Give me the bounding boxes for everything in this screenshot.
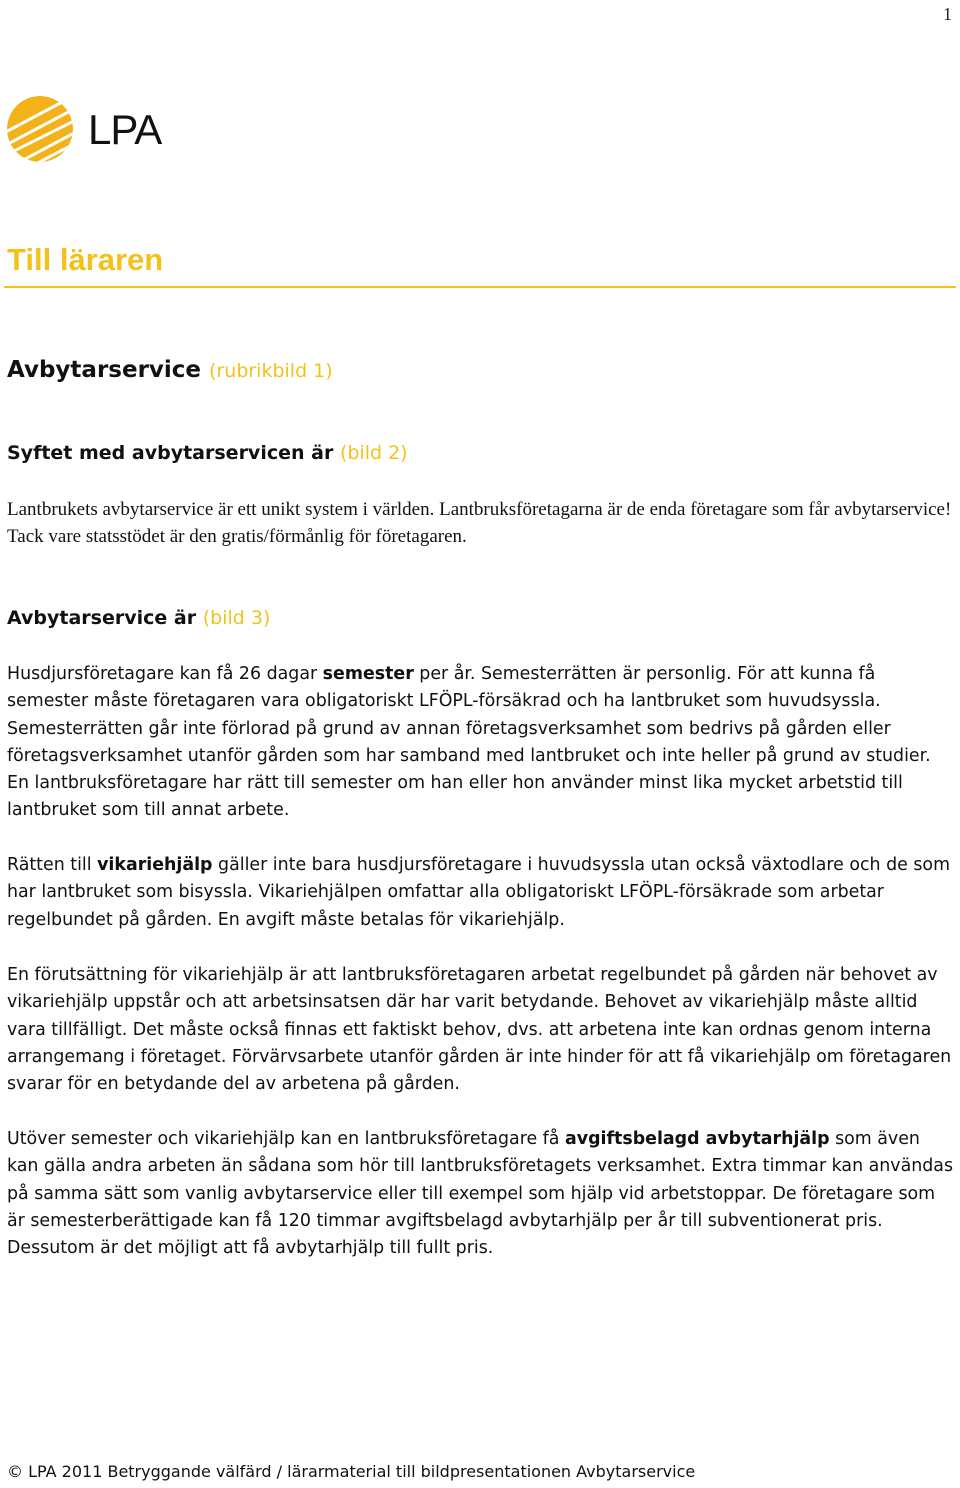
page-number: 1 (943, 4, 952, 24)
footer: © LPA 2011 Betryggande välfärd / lärarmaterial till bildpresentationen Avbytarservice (7, 1462, 696, 1481)
paragraph-avgiftsbelagd (7, 1126, 955, 1262)
heading-image-reference: (rubrikbild 1) (209, 360, 333, 382)
title-divider (4, 286, 956, 288)
term-vikariehjalp: vikariehjälp (97, 855, 213, 875)
term-semester: semester (322, 664, 414, 684)
heading-image-reference: (bild 3) (202, 607, 271, 629)
text-run: gäller inte bara husdjursföretagare i huvudsyssla utan också växtodlare och de som har lantbruket som bisyssla. Vikariehjälpen omfattar alla obligatoriskt LFÖPL-försäkrade som arbetar regelbundet på gården. En avgift måste betalas för vikariehjälp. (7, 855, 951, 930)
text-run: Husdjursföretagare kan få 26 dagar (7, 664, 323, 684)
term-avgiftsbelagd-avbytarhjalp: avgiftsbelagd avbytarhjälp (565, 1129, 830, 1149)
section-heading-avbytarservice-ar (7, 607, 270, 629)
text-run: Rätten till (7, 855, 98, 875)
lpa-sun-logo-icon (6, 94, 74, 164)
heading-text: Avbytarservice är (7, 607, 197, 629)
paragraph-vikariehjalp (7, 852, 955, 934)
text-run: som även kan gälla andra arbeten än sådana som hör till lantbruksföretagets verksamhet. Extra timmar kan användas på samma sätt som vanlig avbytarservice eller till exempel som hjälp vid arbetstoppar. De företagare som är semesterberättigade kan få 120 timmar avgiftsbelagd avbytarhjälp per år till subventionerat pris. Dessutom är det möjligt att få avbytarhjälp till fullt pris. (7, 1129, 954, 1259)
heading-image-reference: (bild 2) (339, 442, 408, 464)
section-heading-avbytarservice (7, 357, 333, 383)
intro-paragraph: Lantbrukets avbytarservice är ett unikt system i världen. Lantbruksföretagarna är de enda företagare som får avbytarservice! Tack vare statsstödet är den gratis/förmånlig för företagaren. (7, 499, 952, 548)
text-run: Utöver semester och vikariehjälp kan en lantbruksföretagare få (7, 1129, 565, 1149)
page-title: Till läraren (7, 242, 164, 277)
paragraph-forutsattning: En förutsättning för vikariehjälp är att lantbruksföretagaren arbetat regelbundet på gården när behovet av vikariehjälp uppstår och att arbetsinsatsen där har varit betydande. Behovet av vikariehjälp måste alltid vara tillfälligt. Det måste också finnas ett faktiskt behov, dvs. att arbetena inte kan ordnas genom interna arrangemang i företaget. Förvärvsarbete utanför gården är inte hinder för att få vikariehjälp om företagaren svarar för en betydande del av arbetena på gården. (7, 965, 952, 1095)
section-heading-syftet (7, 442, 408, 464)
text-run: per år. Semesterrätten är personlig. För att kunna få semester måste företagaren vara obligatoriskt LFÖPL-försäkrad och ha lantbruket som huvudsyssla. Semesterrätten går inte förlorad på grund av annan företagsverksamhet som bedrivs på gården eller företagsverksamhet utanför gården som har samband med lantbruket och inte heller på grund av studier. En lantbruksföretagare har rätt till semester om han eller hon använder minst lika mycket arbetstid till lantbruket som till annat arbete. (7, 664, 931, 821)
heading-text: Syftet med avbytarservicen är (7, 442, 334, 464)
heading-text: Avbytarservice (7, 357, 202, 383)
logo-text: LPA (88, 106, 162, 153)
paragraph-semester (7, 661, 955, 825)
logo (6, 94, 161, 164)
